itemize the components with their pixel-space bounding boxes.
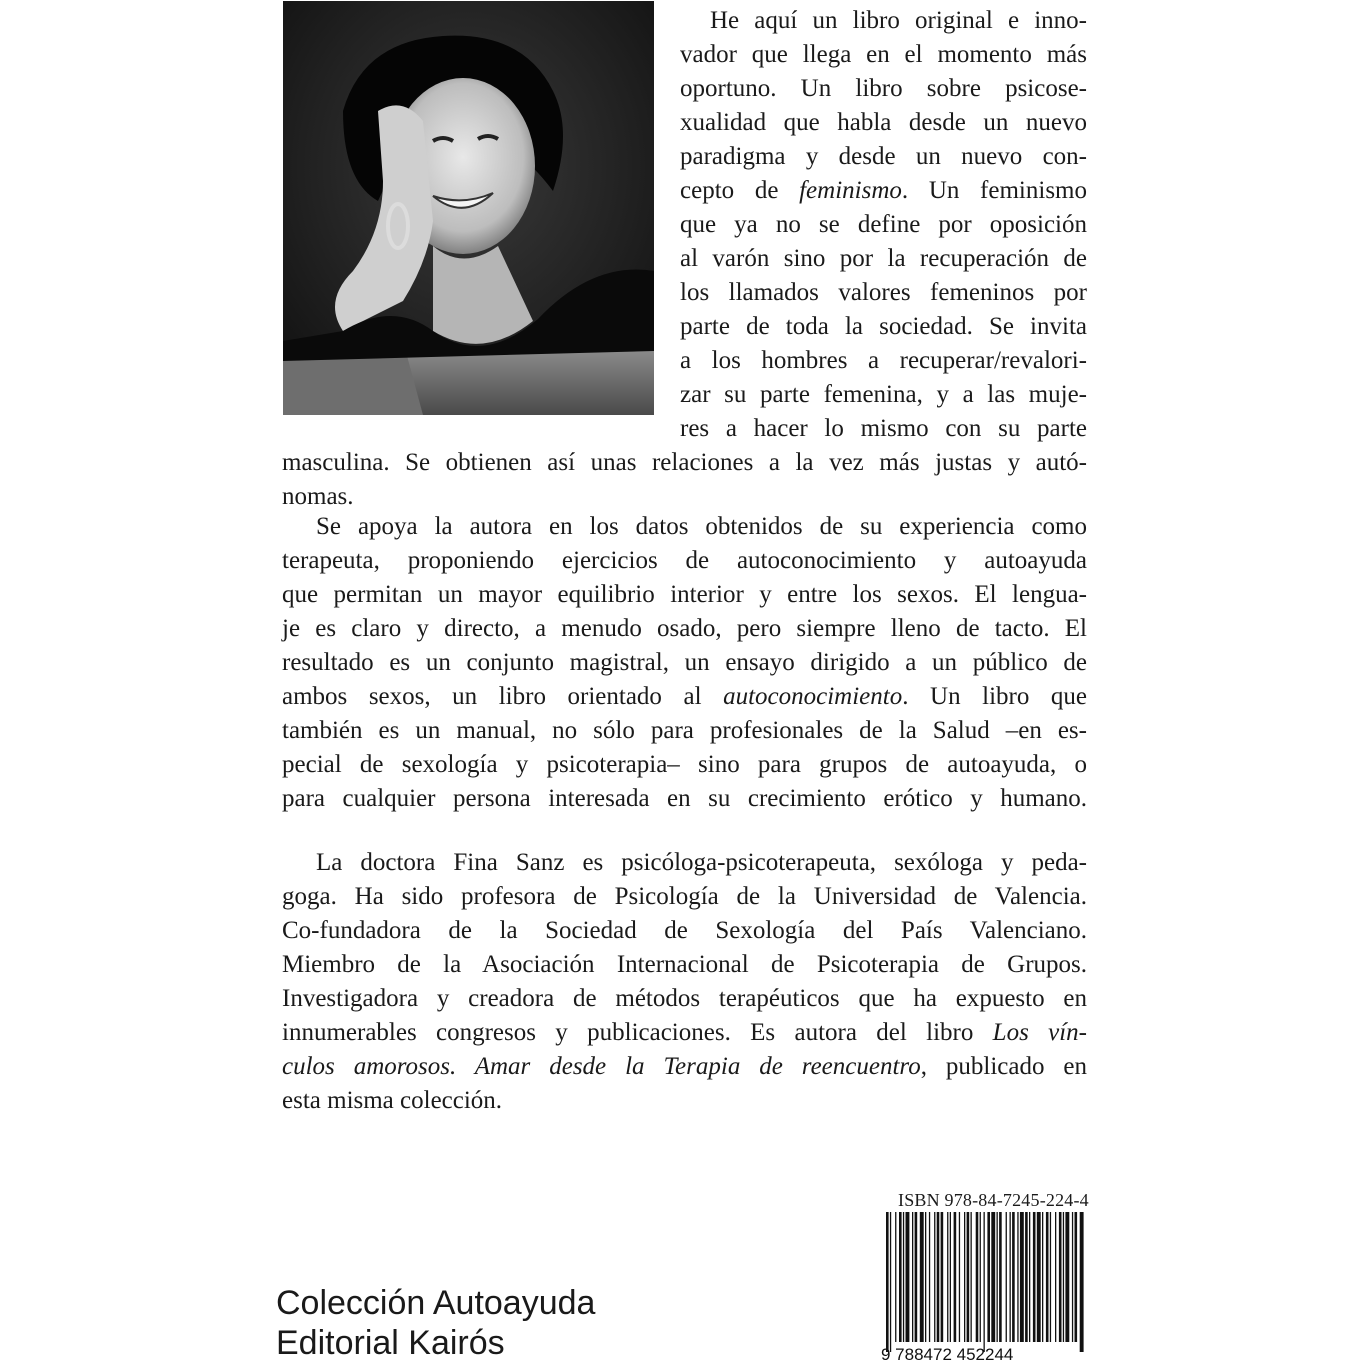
barcode-bar [987, 1212, 990, 1342]
barcode-bar [890, 1212, 891, 1352]
publisher-name: Editorial Kairós [276, 1324, 505, 1362]
barcode-bar [984, 1212, 985, 1352]
barcode-bar [937, 1212, 940, 1342]
emphasis: feminismo [799, 177, 902, 204]
barcode-bar [1042, 1212, 1043, 1342]
body-line: ambos sexos, un libro orientado al autoconocimiento. Un libro que [282, 683, 1087, 710]
synopsis-line: nomas. [282, 483, 354, 510]
barcode-bar [964, 1212, 965, 1342]
barcode-bar [1063, 1212, 1064, 1342]
barcode-bar [971, 1212, 972, 1342]
barcode-bar [1025, 1212, 1028, 1342]
barcode-bar [1017, 1212, 1018, 1342]
barcode-bar [915, 1212, 918, 1342]
body-line: para cualquier persona interesada en su crecimiento erótico y humano. [282, 785, 1087, 812]
barcode-bar [929, 1212, 930, 1342]
body-line: je es claro y directo, a menudo osado, pero siempre lleno de tacto. El [282, 615, 1087, 642]
barcode-bar [934, 1212, 935, 1342]
barcode-bar [912, 1212, 913, 1342]
body-line: pecial de sexología y psicoterapia– sino para grupos de autoayuda, o [282, 751, 1087, 778]
barcode-bar [1012, 1212, 1015, 1342]
synopsis-line: parte de toda la sociedad. Se invita [680, 313, 1087, 340]
isbn-label: ISBN 978-84-7245-224-4 [898, 1190, 1089, 1210]
barcode-bar [976, 1212, 979, 1342]
bio-line: Co-fundadora de la Sociedad de Sexología del País Valenciano. [282, 917, 1087, 944]
body-line: que permitan un mayor equilibrio interior y entre los sexos. El lengua- [282, 581, 1087, 608]
barcode-bar [1072, 1212, 1073, 1342]
barcode-bar [1006, 1212, 1007, 1342]
barcode-bar [947, 1212, 948, 1342]
barcode-bar [954, 1212, 957, 1342]
body-line: resultado es un conjunto magistral, un ensayo dirigido a un público de [282, 649, 1087, 676]
bio-line: esta misma colección. [282, 1087, 503, 1114]
synopsis-line: oportuno. Un libro sobre psicose- [680, 75, 1087, 102]
synopsis-line: xualidad que habla desde un nuevo [680, 109, 1087, 136]
synopsis-line: a los hombres a recuperar/revalori- [680, 347, 1087, 374]
barcode-bar [1055, 1212, 1056, 1342]
barcode-bar [1029, 1212, 1030, 1342]
barcode-bar [1059, 1212, 1062, 1342]
barcode-bar [906, 1212, 910, 1342]
synopsis-line: paradigma y desde un nuevo con- [680, 143, 1087, 170]
barcode-bar [980, 1212, 981, 1342]
barcode-bar [1033, 1212, 1036, 1342]
bio-line: innumerables congresos y publicaciones. Es autora del libro Los vín- [282, 1019, 1087, 1046]
bio-line: Miembro de la Asociación Internacional de Psicoterapia de Grupos. [282, 951, 1087, 978]
barcode-bar [1080, 1212, 1084, 1352]
synopsis-line: que ya no se define por oposición [680, 211, 1087, 238]
barcode-bar [1065, 1212, 1069, 1342]
barcode-bar [925, 1212, 926, 1342]
barcode-bar [920, 1212, 924, 1342]
book-title: culos amorosos. Amar desde la Terapia de reencuentro [282, 1053, 921, 1080]
synopsis-line: los llamados valores femeninos por [680, 279, 1087, 306]
body-line: terapeuta, proponiendo ejercicios de autoconocimiento y autoayuda [282, 547, 1087, 574]
book-title: Los vín- [992, 1019, 1087, 1046]
barcode-bar [959, 1212, 960, 1342]
synopsis-line: res a hacer lo mismo con su parte [680, 415, 1087, 442]
barcode-bar [895, 1212, 896, 1342]
barcode-bar [903, 1212, 904, 1342]
barcode-bar [1010, 1212, 1011, 1342]
bio-line: La doctora Fina Sanz es psicóloga-psicoterapeuta, sexóloga y peda- [316, 849, 1087, 876]
synopsis-line: al varón sino por la recuperación de [680, 245, 1087, 272]
author-photo [283, 1, 654, 415]
barcode [880, 1212, 1088, 1362]
bio-line: culos amorosos. Amar desde la Terapia de reencuentro, publicado en [282, 1053, 1087, 1080]
barcode-bar [886, 1212, 889, 1352]
barcode-bar [967, 1212, 970, 1342]
barcode-bar [1046, 1212, 1049, 1342]
barcode-bar [1050, 1212, 1051, 1342]
synopsis-line: cepto de feminismo. Un feminismo [680, 177, 1087, 204]
collection-name: Colección Autoayuda [276, 1284, 596, 1322]
synopsis-line: zar su parte femenina, y a las muje- [680, 381, 1087, 408]
emphasis: autoconocimiento [723, 683, 903, 710]
barcode-bar [999, 1212, 1002, 1342]
bio-line: goga. Ha sido profesora de Psicología de la Universidad de Valencia. [282, 883, 1087, 910]
barcode-bar [997, 1212, 998, 1342]
barcode-bar [991, 1212, 995, 1342]
synopsis-line: vador que llega en el momento más [680, 41, 1087, 68]
barcode-bar [1037, 1212, 1041, 1342]
barcode-digits: 9 788472 452244 [881, 1345, 1014, 1362]
barcode-bar [1020, 1212, 1024, 1342]
barcode-bar [899, 1212, 902, 1342]
body-line: también es un manual, no sólo para profesionales de la Salud –en es- [282, 717, 1087, 744]
synopsis-line: masculina. Se obtienen así unas relaciones a la vez más justas y autó- [282, 449, 1087, 476]
barcode-bar [1075, 1212, 1078, 1342]
synopsis-line: He aquí un libro original e inno- [710, 7, 1087, 34]
bio-line: Investigadora y creadora de métodos terapéuticos que ha expuesto en [282, 985, 1087, 1012]
body-line: Se apoya la autora en los datos obtenidos de su experiencia como [316, 513, 1087, 540]
barcode-bar [941, 1212, 944, 1342]
barcode-bar [950, 1212, 951, 1342]
